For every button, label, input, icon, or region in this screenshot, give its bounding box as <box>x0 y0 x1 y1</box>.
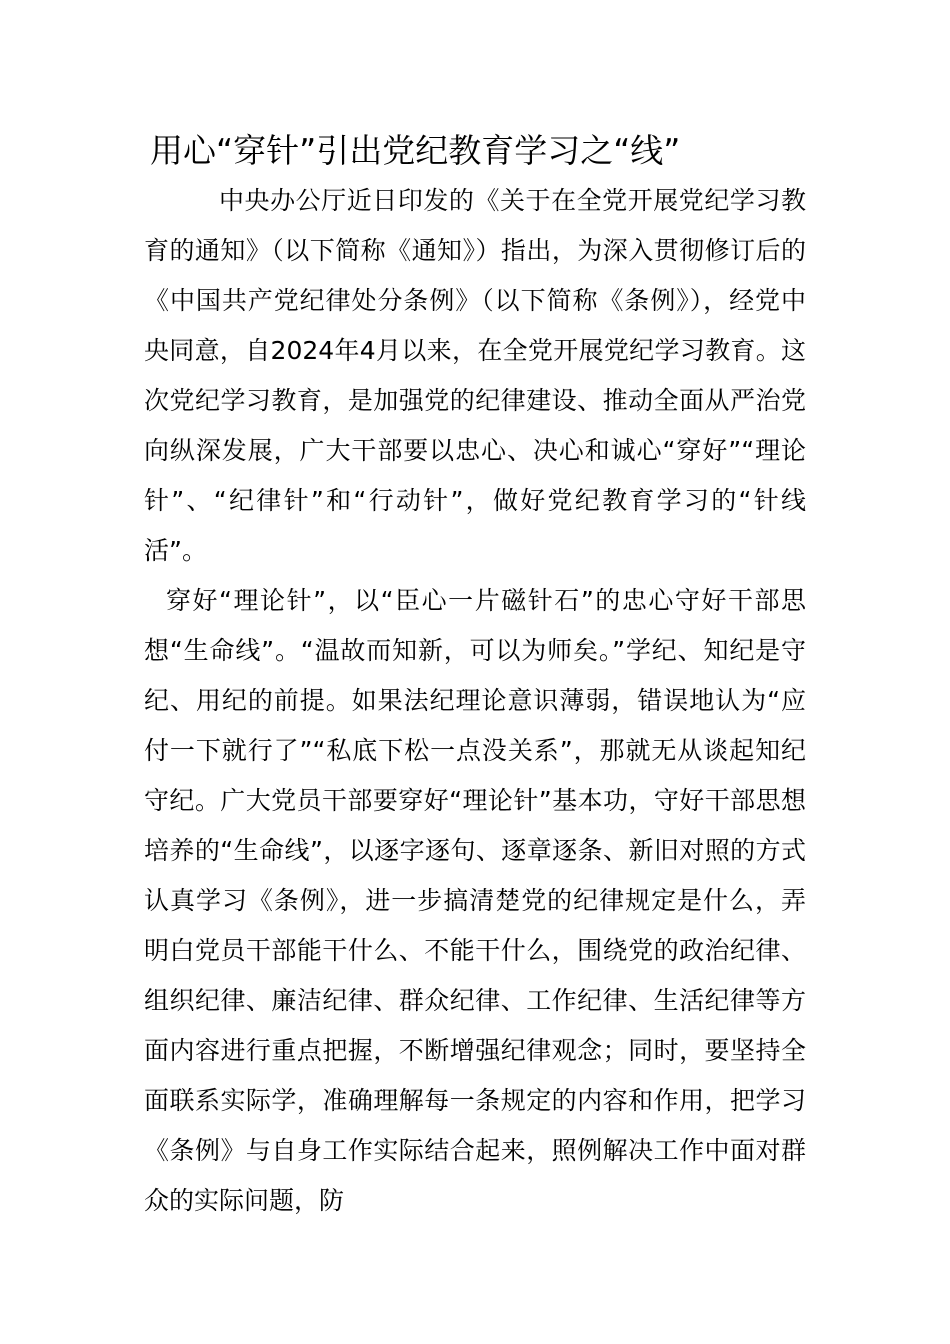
paragraph-theory-needle: 穿好“理论针”，以“臣心一片磁针石”的忠心守好干部思想“生命线”。“温故而知新，可以为师矣。”学纪、知纪是守纪、用纪的前提。如果法纪理论意识薄弱，错误地认为“应付一下就行了”“私底下松一点没关系”，那就无从谈起知纪守纪。广大党员干部要穿好“理论针”基本功，守好干部思想培养的“生命线”，以逐字逐句、逐章逐条、新旧对照的方式认真学习《条例》，进一步搞清楚党的纪律规定是什么，弄明白党员干部能干什么、不能干什么，围绕党的政治纪律、组织纪律、廉洁纪律、群众纪律、工作纪律、生活纪律等方面内容进行重点把握，不断增强纪律观念；同时，要坚持全面联系实际学，准确理解每一条规定的内容和作用，把学习《条例》与自身工作实际结合起来，照例解决工作中面对群众的实际问题，防 <box>144 586 806 1215</box>
paragraph-intro: 中央办公厅近日印发的《关于在全党开展党纪学习教育的通知》（以下简称《通知》）指出，为深入贯彻修订后的《中国共产党纪律处分条例》（以下简称《条例》），经党中央同意，自2024年4月以来，在全党开展党纪学习教育。这次党纪学习教育，是加强党的纪律建设、推动全面从严治党向纵深发展，广大干部要以忠心、决心和诚心“穿好”“理论针”、“纪律针”和“行动针”，做好党纪教育学习的“针线活”。 <box>144 186 806 565</box>
document-title: 用心“穿针”引出党纪教育学习之“线” <box>150 131 681 170</box>
document-body <box>144 176 806 1226</box>
